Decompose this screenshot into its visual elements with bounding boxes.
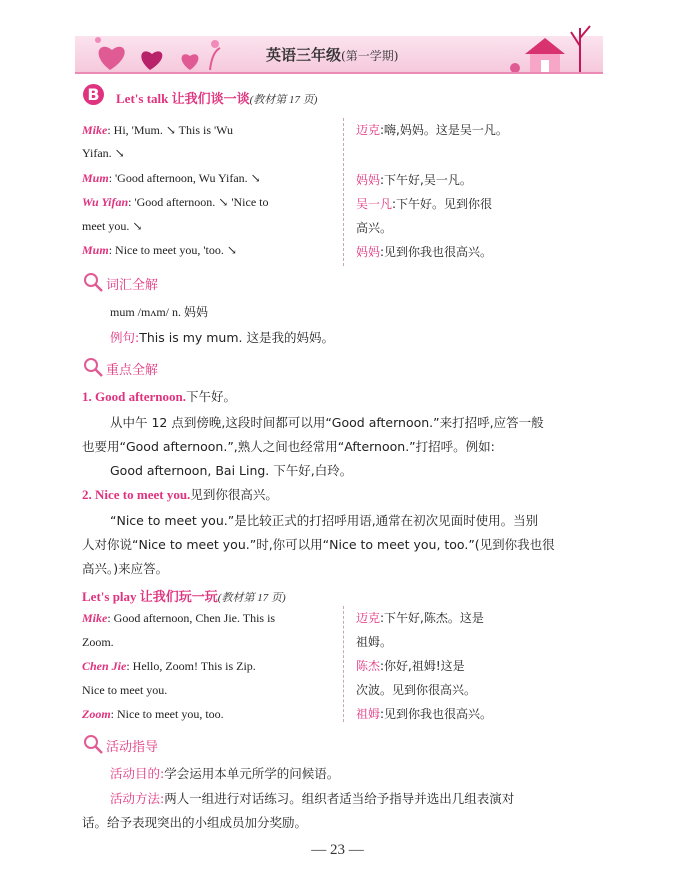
dialogue-translation: 吴一凡:下午好。见到你很 [356,197,493,211]
vocab-heading: 词汇全解 [106,278,159,293]
section-b-badge: B [83,84,104,105]
play-section-title: Let's play 让我们玩一玩(教材第 17 页) [82,589,286,604]
magnifier-icon [82,734,104,754]
dialogue-translation: 祖姆:见到你我也很高兴。 [356,707,493,721]
dialogue-line: Zoom: Nice to meet you, too. [82,707,224,721]
keypoint-2-title: 2. Nice to meet you.见到你很高兴。 [82,487,278,502]
dialogue-line: Mum: Nice to meet you, 'too. ↘ [82,243,237,257]
dialogue-translation: 陈杰:你好,祖姆!这是 [356,659,465,673]
header-decoration-hearts-icon [80,30,240,74]
keypoint-2-text: “Nice to meet you.”是比较正式的打招呼用语,通常在初次见面时使用。当别 [110,513,539,528]
dialogue-line: Wu Yifan: 'Good afternoon. ↘ 'Nice to [82,195,269,209]
dialogue-divider [343,118,344,266]
magnifier-icon [82,357,104,377]
dialogue-line: Yifan. ↘ [82,146,125,160]
dialogue-translation: 迈克:下午好,陈杰。这是 [356,611,484,625]
header-decoration-house-icon [505,18,600,74]
dialogue-translation: 高兴。 [356,221,393,235]
dialogue-translation: 祖姆。 [356,635,393,649]
keypoint-1-text: 也要用“Good afternoon.”,熟人之间也经常用“Afternoon.”打招呼。例如: [82,439,495,454]
keypoint-2-text: 高兴。)来应答。 [82,561,169,576]
keypoint-1-title: 1. Good afternoon.下午好。 [82,389,237,404]
dialogue-translation: 妈妈:下午好,吴一凡。 [356,173,472,187]
dialogue-line: Zoom. [82,635,114,649]
keypoint-1-text: 从中午 12 点到傍晚,这段时间都可以用“Good afternoon.”来打招呼,应答一般 [110,415,544,430]
dialogue-divider [343,606,344,722]
dialogue-line: Mike: Good afternoon, Chen Jie. This is [82,611,276,625]
dialogue-translation: 妈妈:见到你我也很高兴。 [356,245,493,259]
dialogue-line: Mum: 'Good afternoon, Wu Yifan. ↘ [82,171,261,185]
activity-goal: 活动目的:学会运用本单元所学的问候语。 [110,766,340,781]
dialogue-line: Mike: Hi, 'Mum. ↘ This is 'Wu [82,123,234,137]
vocab-example: 例句:This is my mum. 这是我的妈妈。 [110,330,334,345]
header-title: 英语三年级(第一学期) [266,46,399,64]
activity-method: 话。给予表现突出的小组成员加分奖励。 [82,815,308,830]
vocab-entry: mum /mʌm/ n. 妈妈 [110,305,209,319]
activity-heading: 活动指导 [106,740,159,755]
page-number: — 23 — [311,842,364,858]
dialogue-translation: 迈克:嗨,妈妈。这是吴一凡。 [356,123,508,137]
keypoints-heading: 重点全解 [106,363,159,378]
keypoint-1-example: Good afternoon, Bai Ling. 下午好,白玲。 [110,463,353,478]
keypoint-2-text: 人对你说“Nice to meet you.”时,你可以用“Nice to meet you, too.”(见到你我也很 [82,537,555,552]
header-divider [75,72,603,74]
section-title: Let's talk 让我们谈一谈(教材第 17 页) [116,91,318,106]
dialogue-line: Nice to meet you. [82,683,168,697]
magnifier-icon [82,272,104,292]
dialogue-line: meet you. ↘ [82,219,143,233]
dialogue-translation: 次波。见到你很高兴。 [356,683,477,697]
dialogue-line: Chen Jie: Hello, Zoom! This is Zip. [82,659,256,673]
activity-method: 活动方法:两人一组进行对话练习。组织者适当给予指导并选出几组表演对 [110,791,515,806]
